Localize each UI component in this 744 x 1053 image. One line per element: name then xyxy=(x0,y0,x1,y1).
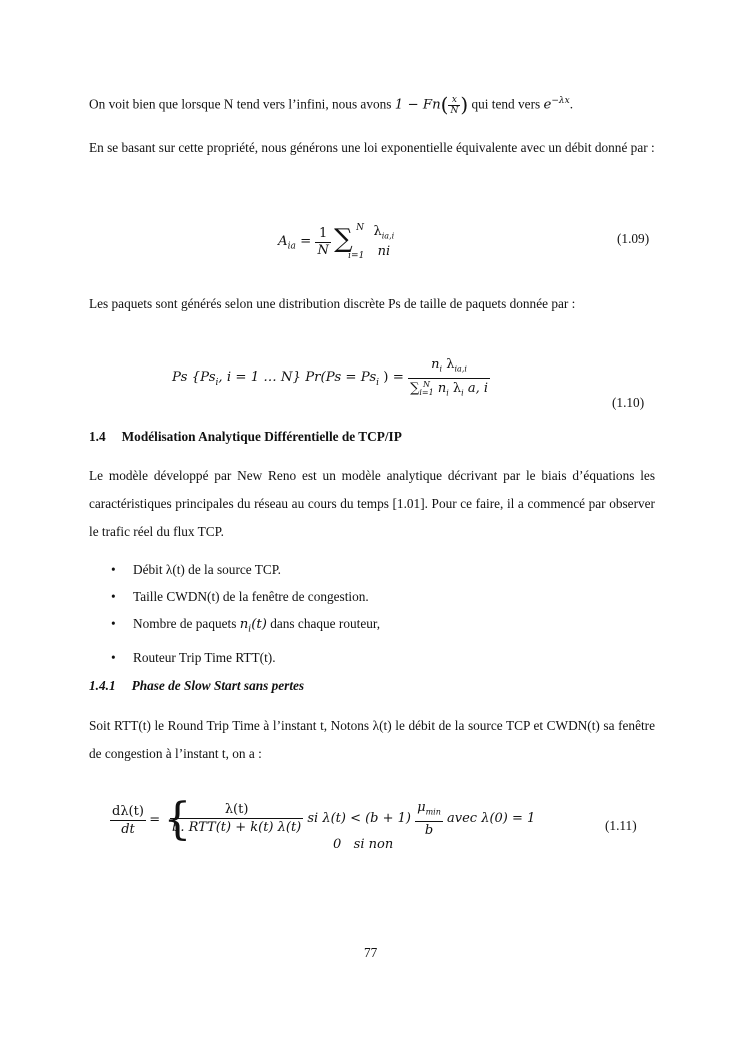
section-heading xyxy=(89,428,402,446)
paragraph-2: Les paquets sont générés selon une distribution discrète Ps de taille de paquets donnée par : xyxy=(89,296,576,311)
equation-number-1-11: (1.11) xyxy=(605,818,637,833)
subsection-number: 1.4.1 xyxy=(89,678,116,693)
equation-1-11-case1: $\frac{\lambda(t)}{\text{b. RTT(t) + k(t) λ(t)}}$ si λ(t) < (b + 1) $\frac{\mu_{min}}{b}$ avec λ(0) = 1 xyxy=(172,800,536,838)
page-number: 77 xyxy=(364,945,378,960)
equation-number-1-09: (1.09) xyxy=(617,231,650,246)
bullet-list xyxy=(111,556,380,671)
paragraph-4: Soit RTT(t) le Round Trip Time à l’instant t, Notons λ(t) le débit de la source TCP et CWDN(t) sa fenêtre de congestion à l’instant t, on a : xyxy=(89,718,655,761)
list-item: • Routeur Trip Time RTT(t). xyxy=(111,649,276,665)
intro-math: 1 − Fn xyxy=(394,97,441,113)
section-title: Modélisation Analytique Différentielle de TCP/IP xyxy=(121,429,402,444)
paragraph-3: Le modèle développé par New Reno est un modèle analytique décrivant par le biais d’équations les caractéristiques principales du réseau au cours du temps [1.01]. Pour ce faire, il a commencé par observer le trafic réel du flux TCP. xyxy=(89,468,655,539)
brace: { xyxy=(163,794,192,845)
sum-symbol: ∑ xyxy=(334,224,353,254)
intro-text-b: qui tend vers xyxy=(468,96,544,112)
paragraph-1: En se basant sur cette propriété, nous générons une loi exponentielle équivalente avec un débit donné par : xyxy=(89,140,655,155)
subsection-heading xyxy=(89,677,304,695)
equation-1-09: $A_{ia}$ = $\frac{1}{N}$ ∑ N i=1 $\lambda_{ia,i}$ ni xyxy=(278,223,395,261)
equation-number-1-10: (1.10) xyxy=(612,395,645,410)
intro-frac-num: x xyxy=(451,94,457,105)
equation-1-11-case2: 0 si non xyxy=(333,837,394,852)
intro-math-e: e xyxy=(543,97,552,113)
subsection-title: Phase de Slow Start sans pertes xyxy=(131,678,305,693)
equation-1-11: $\frac{d\lambda(t)}{dt}$ = { xyxy=(112,794,192,845)
list-item: • Taille CWDN(t) de la fenêtre de congestion. xyxy=(111,589,369,604)
equation-1-10: Ps {$Ps_i$, i = 1 … N} $Pr(Ps = Ps_i$ ) = $n_i$ $\lambda_{ia,i}$ ∑ N i=1 $n_i$ $\lambda_i$ a, i xyxy=(172,355,490,401)
intro-math-exp: −λx xyxy=(551,96,570,106)
intro-line: On voit bien que lorsque N tend vers l’infini, nous avons 1 − Fn( $\frac{x}{N}$ ) qui tend vers $e^{-\lambda x}$. xyxy=(89,92,574,117)
list-item: • Nombre de paquets $n_i(t)$ dans chaque routeur, xyxy=(111,616,381,635)
intro-text-a: On voit bien que lorsque N tend vers l’infini, nous avons xyxy=(89,96,395,112)
list-item: • Débit λ(t) de la source TCP. xyxy=(111,562,282,577)
section-number: 1.4 xyxy=(89,429,106,444)
intro-frac-den: N xyxy=(450,105,459,116)
